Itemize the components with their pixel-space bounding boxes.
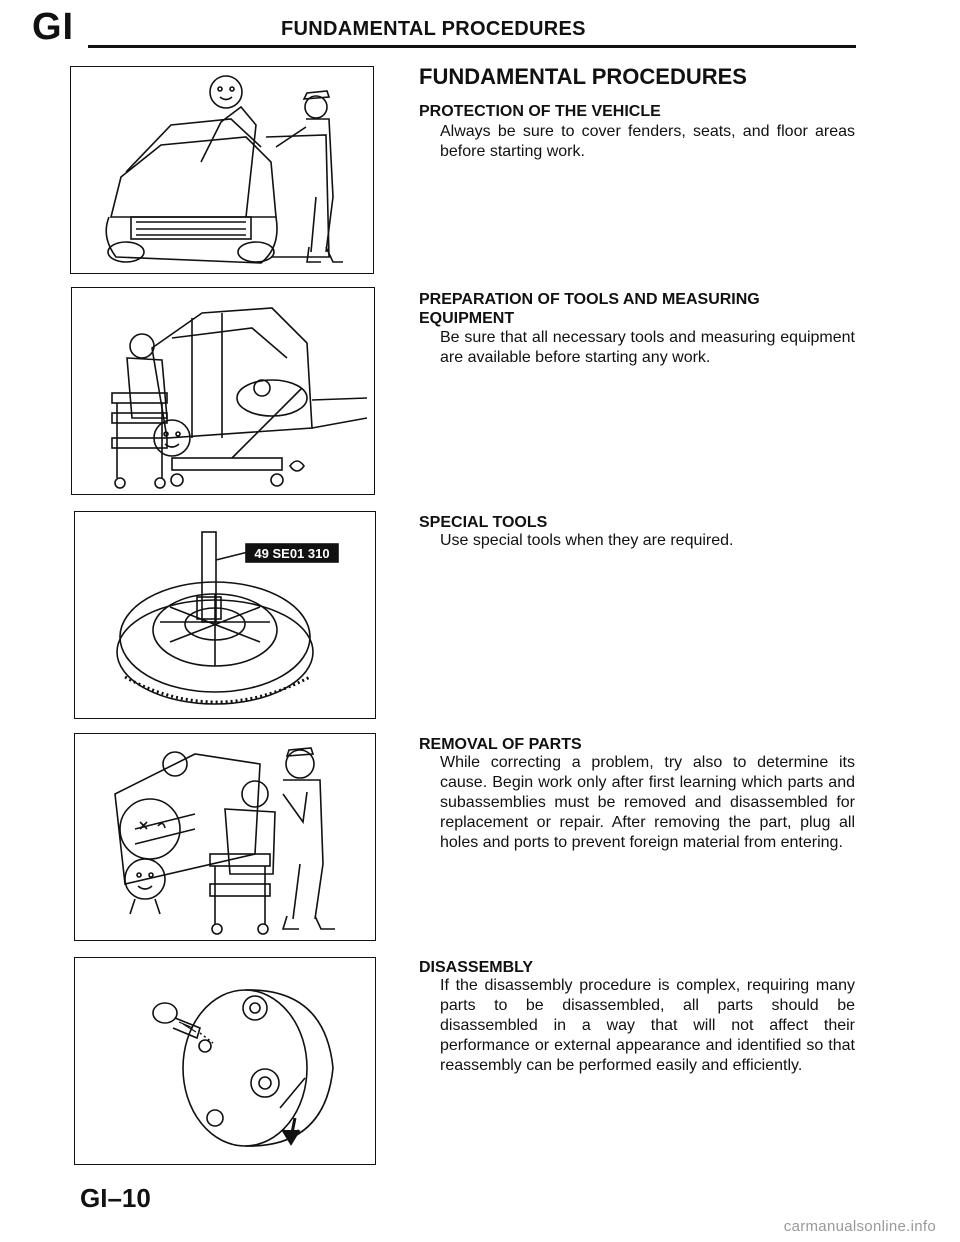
tools-illustration <box>72 288 374 494</box>
section-code: GI <box>32 6 75 48</box>
clutch-special-tool-illustration <box>75 512 375 718</box>
removal-illustration <box>75 734 375 940</box>
car-covers-illustration <box>71 67 373 273</box>
disassembly-illustration <box>75 958 375 1164</box>
figure-removal-of-parts <box>74 733 376 941</box>
watermark: carmanualsonline.info <box>783 1218 936 1235</box>
section-heading-special-tools: SPECIAL TOOLS <box>419 514 548 531</box>
header-rule <box>88 45 856 48</box>
section-body-removal: While correcting a problem, try also to determine its cause. Begin work only after first learning which parts and subassemblies must be removed and disassembled for replacement or repair. After removing the part, plug all holes and ports to prevent foreign material from entering. <box>440 754 855 851</box>
special-tool-label <box>246 544 338 562</box>
section-heading-disassembly: DISASSEMBLY <box>419 959 534 976</box>
section-heading-removal: REMOVAL OF PARTS <box>419 736 582 753</box>
figure-disassembly <box>74 957 376 1165</box>
figure-special-tools <box>74 511 376 719</box>
section-heading-preparation: PREPARATION OF TOOLS AND MEASURING EQUIPMENT <box>419 291 760 327</box>
special-tool-number: 49 SE01 310 <box>254 546 330 561</box>
section-body-protection: Always be sure to cover fenders, seats, and floor areas before starting work. <box>440 123 855 160</box>
page-title: FUNDAMENTAL PROCEDURES <box>419 64 747 89</box>
figure-tools-preparation <box>71 287 375 495</box>
section-body-preparation: Be sure that all necessary tools and measuring equipment are available before starting any work. <box>440 329 855 366</box>
header-title: FUNDAMENTAL PROCEDURES <box>281 18 586 40</box>
section-heading-protection: PROTECTION OF THE VEHICLE <box>419 103 661 120</box>
section-body-disassembly: If the disassembly procedure is complex, requiring many parts to be disassembled, all parts should be disassembled in a way that will not affect their performance or external appearance and identified so that reassembly can be performed easily and efficiently. <box>440 977 855 1074</box>
section-body-special-tools: Use special tools when they are required. <box>440 532 734 549</box>
page-number: GI–10 <box>80 1183 151 1213</box>
figure-vehicle-protection <box>70 66 374 274</box>
